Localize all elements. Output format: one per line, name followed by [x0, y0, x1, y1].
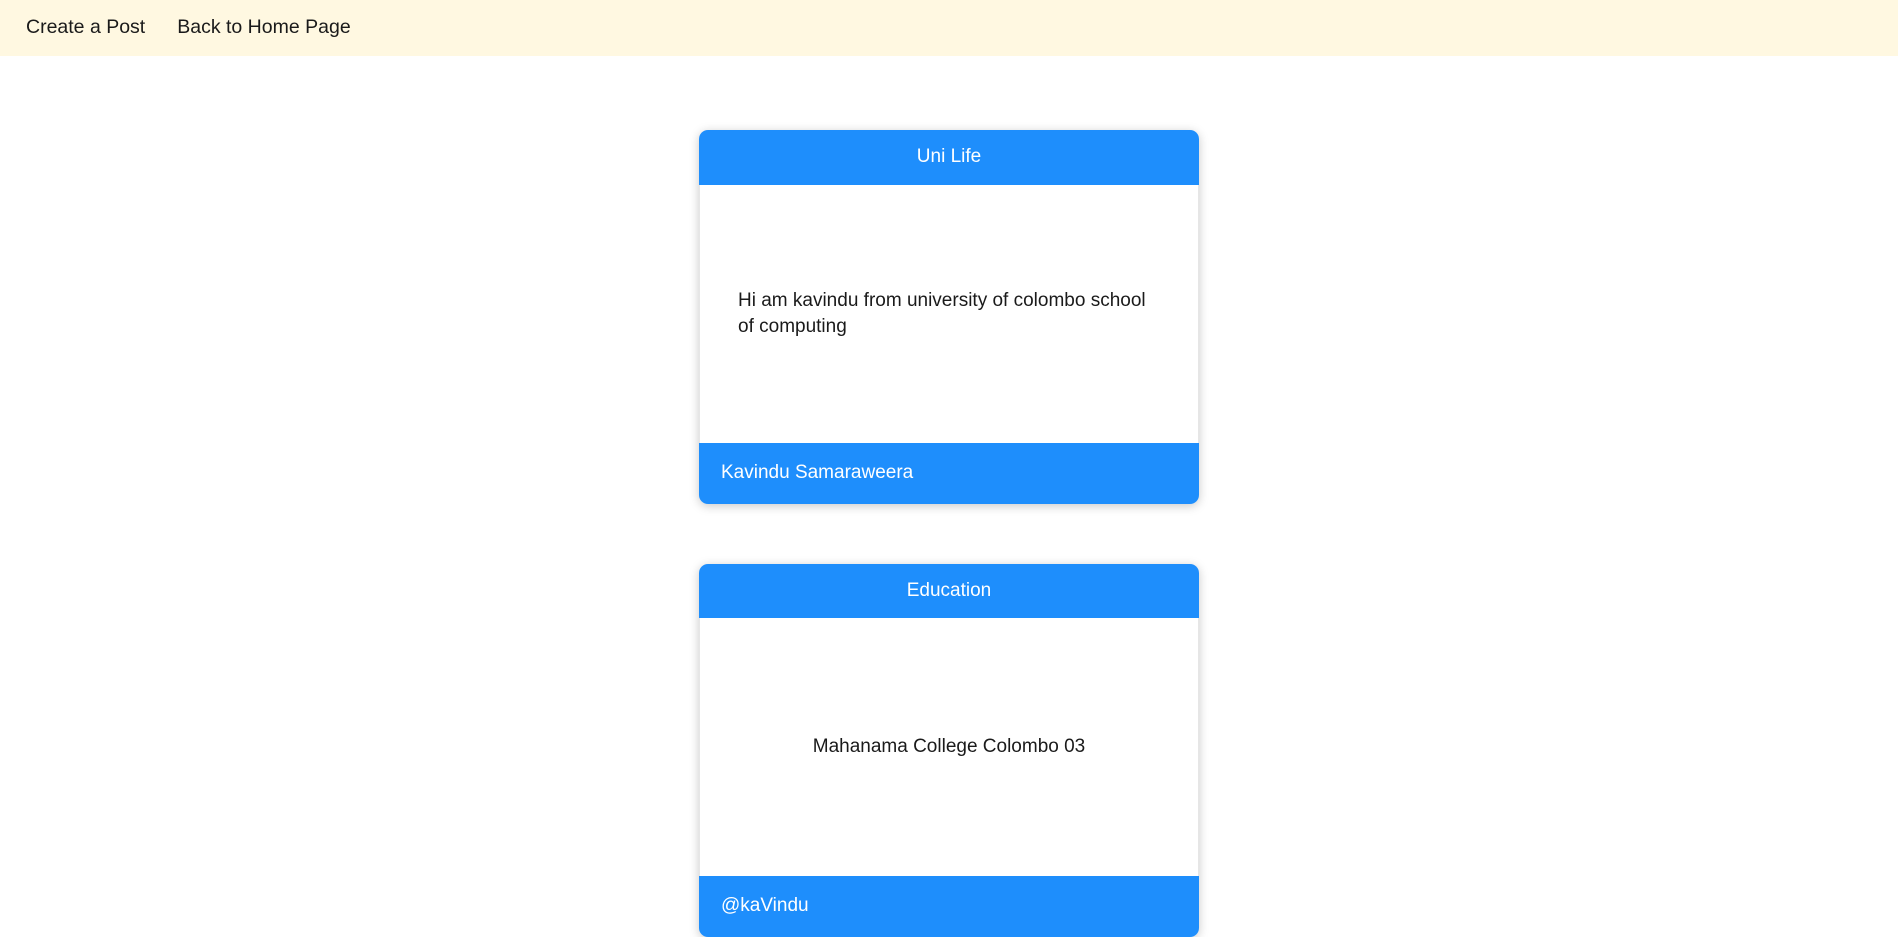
- top-navbar: [0, 0, 1898, 56]
- post-title: Uni Life: [699, 130, 1199, 185]
- nav-link-back-home[interactable]: Back to Home Page: [177, 16, 351, 39]
- post-body: [699, 618, 1199, 876]
- post-content-text: Hi am kavindu from university of colombo school of computing: [738, 289, 1146, 337]
- post-card[interactable]: [699, 130, 1199, 504]
- post-author: Kavindu Samaraweera: [699, 443, 1199, 504]
- post-feed: [0, 56, 1898, 937]
- post-title: Education: [699, 564, 1199, 619]
- post-body: [699, 185, 1199, 443]
- post-card[interactable]: [699, 564, 1199, 937]
- post-content-text: Mahanama College Colombo 03: [812, 736, 1086, 758]
- post-author: @kaVindu: [699, 876, 1199, 937]
- nav-link-create-post[interactable]: Create a Post: [26, 16, 146, 39]
